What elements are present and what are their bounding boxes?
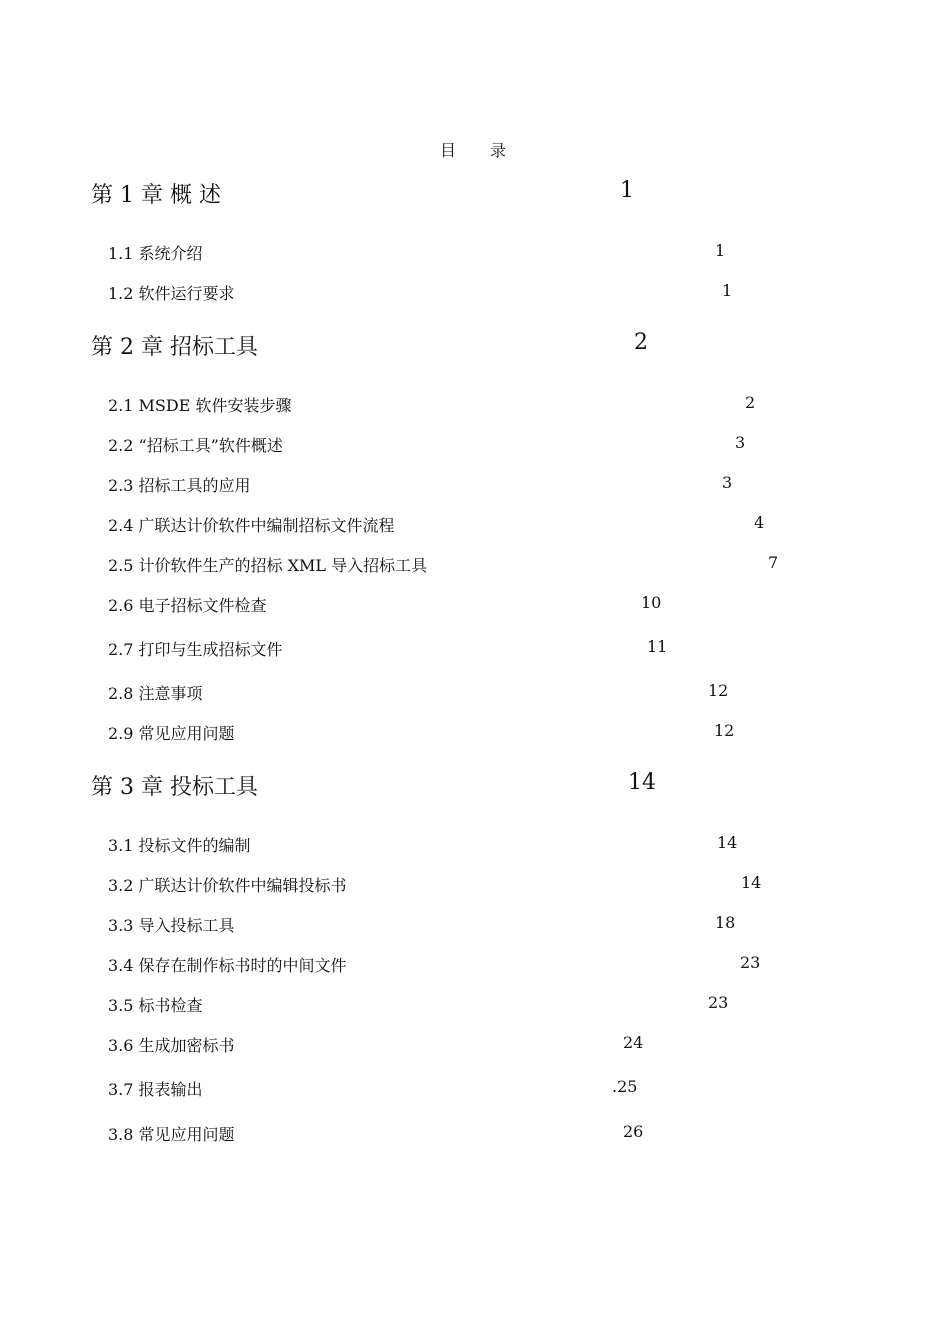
toc-section-2-2[interactable]: 2.2 “招标工具”软件概述 bbox=[108, 436, 283, 455]
toc-page-number: .25 bbox=[612, 1077, 638, 1096]
toc-section-3-8[interactable]: 3.8 常见应用问题 bbox=[108, 1125, 235, 1144]
toc-page-number: 23 bbox=[708, 993, 729, 1012]
toc-chapter-2[interactable]: 第 2 章 招标工具 bbox=[91, 335, 258, 360]
toc-page-number: 12 bbox=[708, 681, 729, 700]
toc-title-right: 录 bbox=[490, 141, 507, 160]
toc-section-2-9[interactable]: 2.9 常见应用问题 bbox=[108, 724, 235, 743]
toc-section-1-2[interactable]: 1.2 软件运行要求 bbox=[108, 284, 235, 303]
toc-page-number: 10 bbox=[641, 593, 662, 612]
toc-page-number: 23 bbox=[740, 953, 761, 972]
toc-page-number: 2 bbox=[634, 330, 648, 355]
toc-page-number: 24 bbox=[623, 1033, 644, 1052]
toc-section-1-1[interactable]: 1.1 系统介绍 bbox=[108, 244, 203, 263]
toc-section-2-8[interactable]: 2.8 注意事项 bbox=[108, 684, 203, 703]
toc-section-2-4[interactable]: 2.4 广联达计价软件中编制招标文件流程 bbox=[108, 516, 395, 535]
toc-title bbox=[440, 138, 506, 161]
toc-page-number: 1 bbox=[722, 281, 733, 300]
toc-page-number: 11 bbox=[647, 637, 668, 656]
toc-section-3-1[interactable]: 3.1 投标文件的编制 bbox=[108, 836, 251, 855]
toc-chapter-3[interactable]: 第 3 章 投标工具 bbox=[91, 775, 258, 800]
toc-section-3-4[interactable]: 3.4 保存在制作标书时的中间文件 bbox=[108, 956, 347, 975]
toc-page-number: 14 bbox=[628, 770, 656, 795]
toc-section-2-3[interactable]: 2.3 招标工具的应用 bbox=[108, 476, 251, 495]
toc-section-3-3[interactable]: 3.3 导入投标工具 bbox=[108, 916, 235, 935]
toc-page-number: 1 bbox=[715, 241, 726, 260]
toc-section-2-7[interactable]: 2.7 打印与生成招标文件 bbox=[108, 640, 283, 659]
toc-section-3-6[interactable]: 3.6 生成加密标书 bbox=[108, 1036, 235, 1055]
toc-page-number: 18 bbox=[715, 913, 736, 932]
toc-section-3-5[interactable]: 3.5 标书检查 bbox=[108, 996, 203, 1015]
toc-section-2-1[interactable]: 2.1 MSDE 软件安装步骤 bbox=[108, 396, 292, 415]
toc-page-number: 14 bbox=[717, 833, 738, 852]
toc-section-2-6[interactable]: 2.6 电子招标文件检查 bbox=[108, 596, 267, 615]
toc-section-2-5[interactable]: 2.5 计价软件生产的招标 XML 导入招标工具 bbox=[108, 556, 428, 575]
toc-page-number: 12 bbox=[714, 721, 735, 740]
toc-page-number: 2 bbox=[745, 393, 756, 412]
toc-page-number: 1 bbox=[620, 178, 634, 203]
toc-section-3-7[interactable]: 3.7 报表输出 bbox=[108, 1080, 203, 1099]
toc-page-number: 14 bbox=[741, 873, 762, 892]
toc-page-number: 7 bbox=[768, 553, 779, 572]
toc-page-number: 26 bbox=[623, 1122, 644, 1141]
toc-title-left: 目 bbox=[440, 141, 457, 160]
toc-section-3-2[interactable]: 3.2 广联达计价软件中编辑投标书 bbox=[108, 876, 347, 895]
toc-page-number: 3 bbox=[722, 473, 733, 492]
toc-page-number: 4 bbox=[754, 513, 765, 532]
toc-chapter-1[interactable]: 第 1 章 概 述 bbox=[91, 183, 221, 208]
toc-page-number: 3 bbox=[735, 433, 746, 452]
